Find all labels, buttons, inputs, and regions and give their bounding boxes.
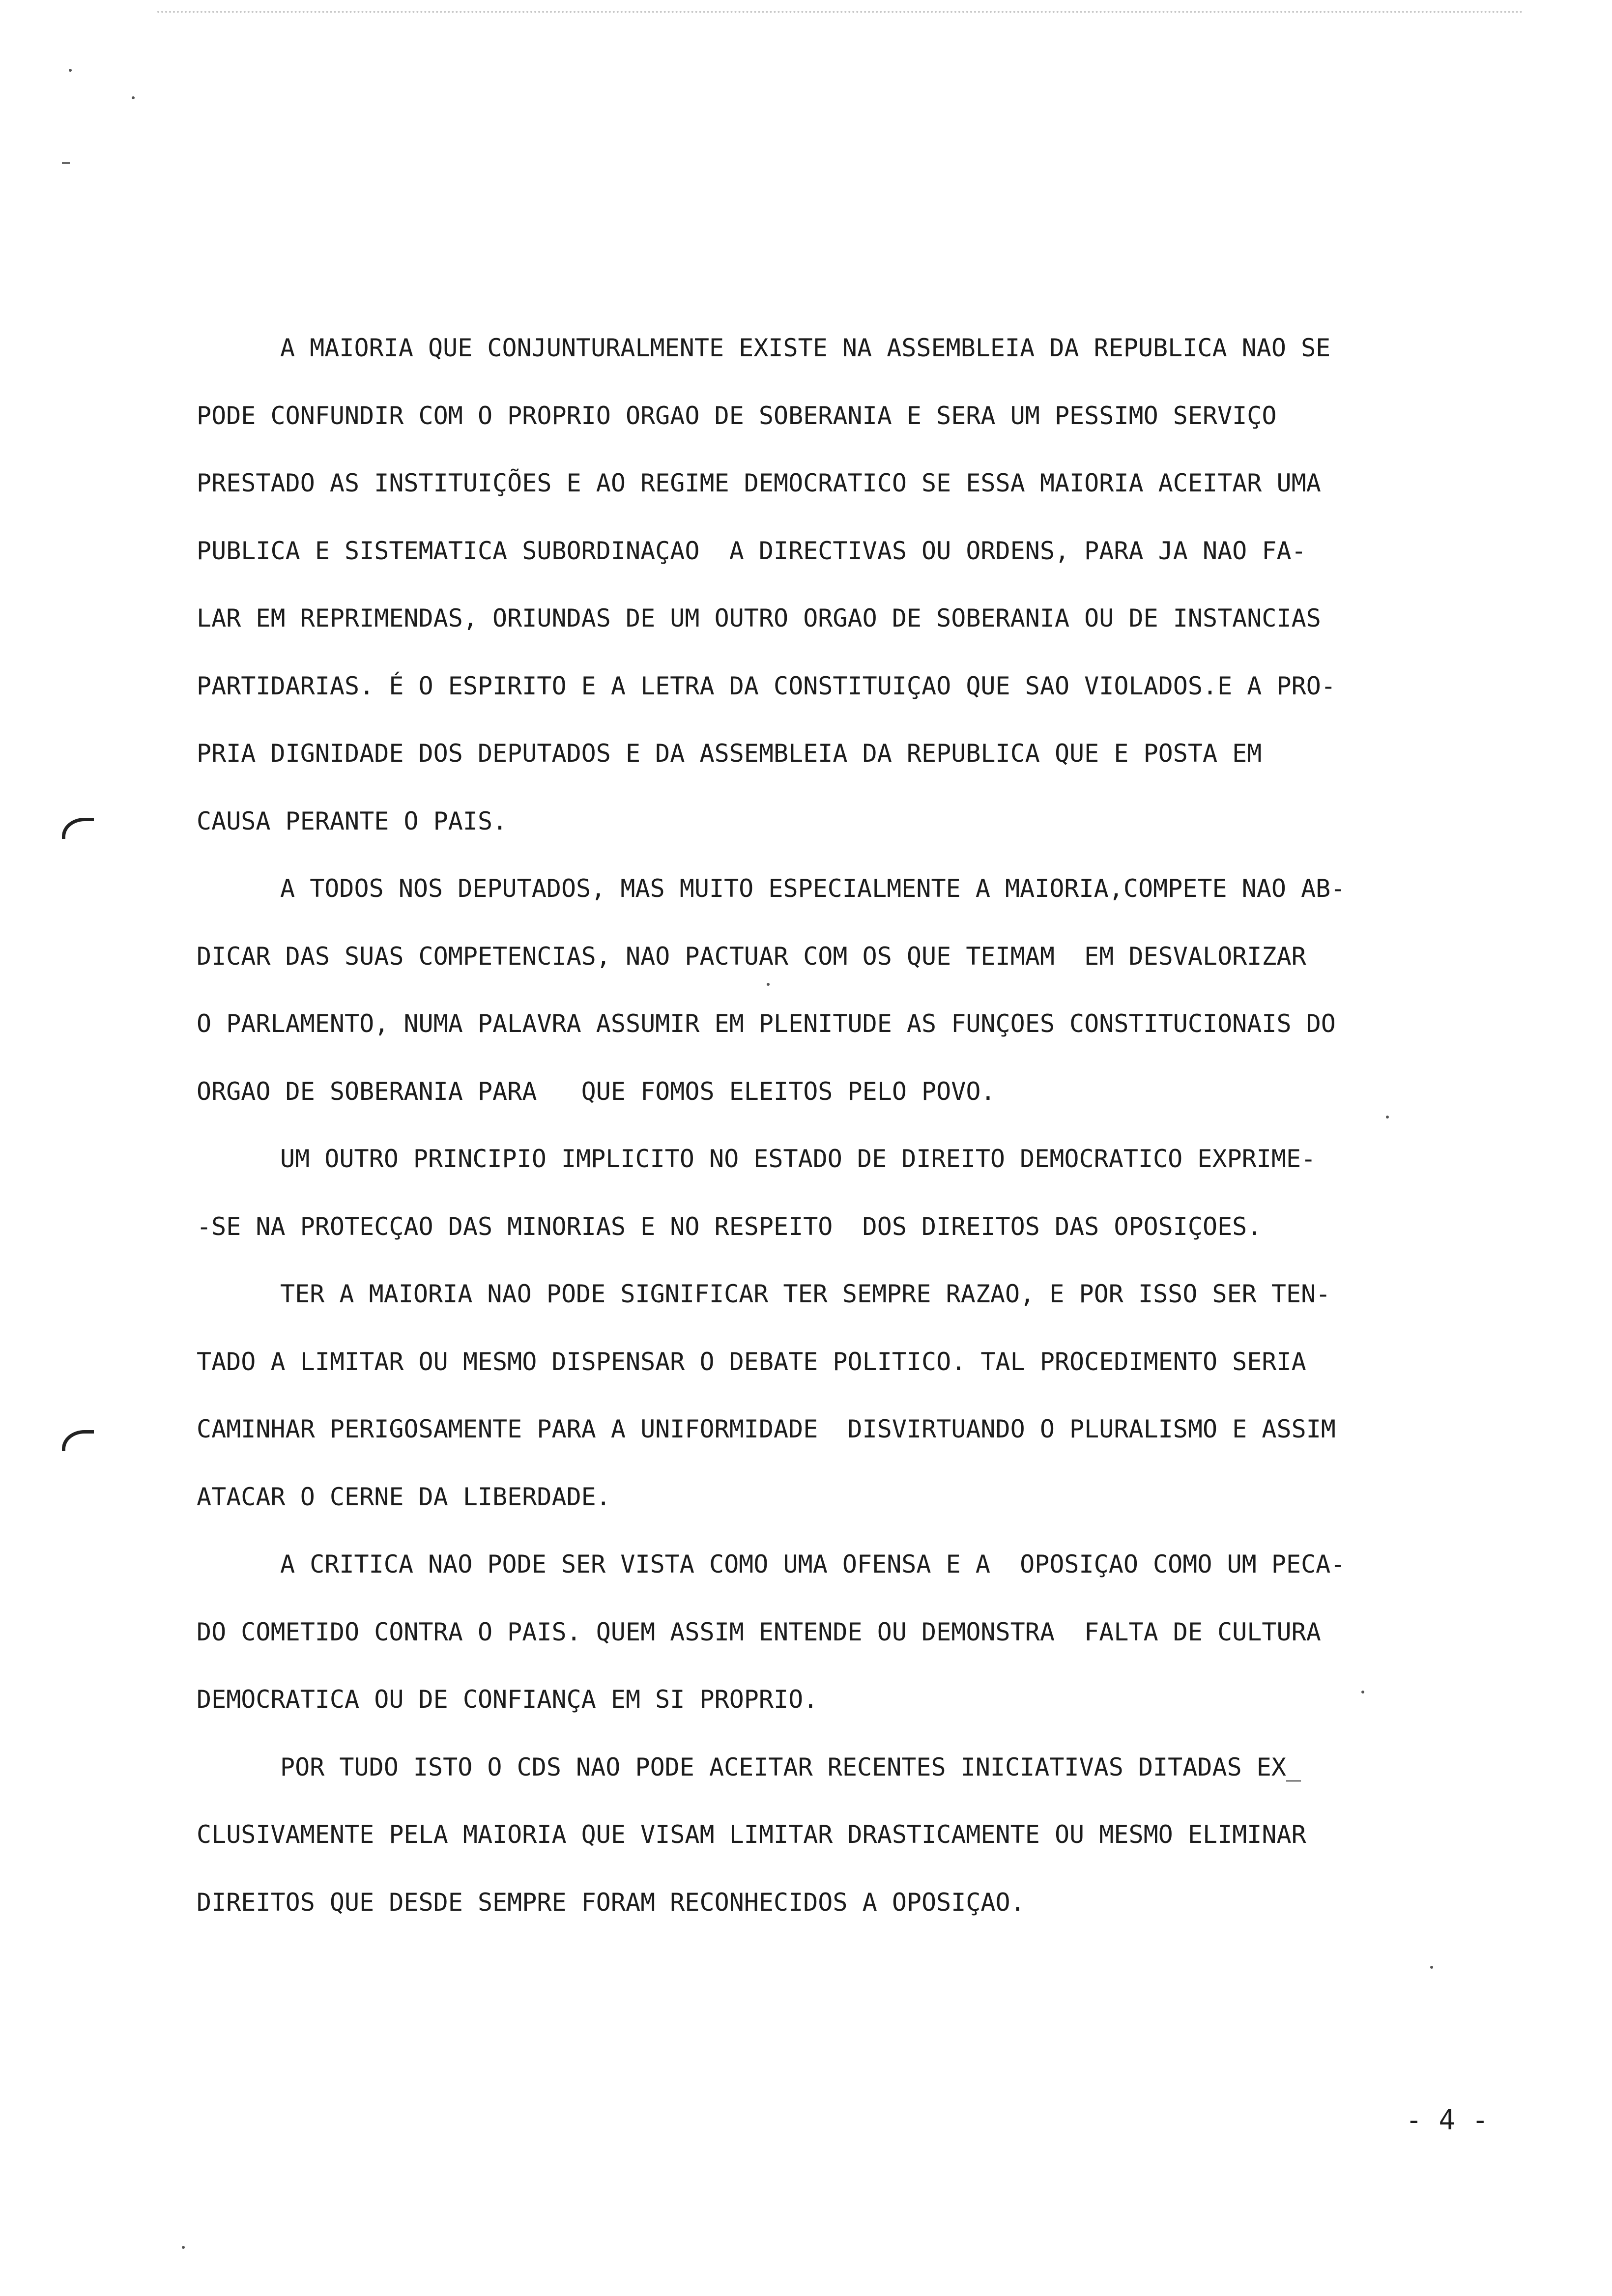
text-line: CAMINHAR PERIGOSAMENTE PARA A UNIFORMIDADE DISVIRTUANDO O PLURALISMO E ASSIM [197, 1415, 1336, 1443]
document-body [197, 315, 1509, 1936]
scan-top-edge [157, 11, 1524, 13]
scan-speck [69, 69, 72, 72]
paragraph [197, 1531, 1509, 1734]
text-line: A MAIORIA QUE CONJUNTURALMENTE EXISTE NA ASSEMBLEIA DA REPUBLICA NAO SE [280, 334, 1331, 362]
paragraph [197, 315, 1509, 855]
text-line: CLUSIVAMENTE PELA MAIORIA QUE VISAM LIMITAR DRASTICAMENTE OU MESMO ELIMINAR [197, 1820, 1306, 1849]
text-line: CAUSA PERANTE O PAIS. [197, 806, 508, 835]
text-line: PUBLICA E SISTEMATICA SUBORDINAÇAO A DIRECTIVAS OU ORDENS, PARA JA NAO FA- [197, 536, 1306, 565]
text-line: PARTIDARIAS. É O ESPIRITO E A LETRA DA CONSTITUIÇAO QUE SAO VIOLADOS.E A PRO- [197, 671, 1336, 700]
text-line: DO COMETIDO CONTRA O PAIS. QUEM ASSIM ENTENDE OU DEMONSTRA FALTA DE CULTURA [197, 1617, 1321, 1646]
text-line: ATACAR O CERNE DA LIBERDADE. [197, 1482, 611, 1511]
margin-bracket-mark [62, 818, 94, 839]
paragraph [197, 1125, 1509, 1261]
scan-speck [182, 2246, 185, 2249]
scan-speck [132, 96, 135, 99]
text-line: A TODOS NOS DEPUTADOS, MAS MUITO ESPECIALMENTE A MAIORIA,COMPETE NAO AB- [280, 874, 1346, 903]
text-line: TADO A LIMITAR OU MESMO DISPENSAR O DEBATE POLITICO. TAL PROCEDIMENTO SERIA [197, 1347, 1306, 1376]
text-line: ORGAO DE SOBERANIA PARA QUE FOMOS ELEITOS PELO POVO. [197, 1077, 996, 1106]
scan-mark [62, 162, 70, 164]
paragraph [197, 1261, 1509, 1531]
page-number: - 4 - [1406, 2104, 1489, 2136]
text-line: O PARLAMENTO, NUMA PALAVRA ASSUMIR EM PLENITUDE AS FUNÇOES CONSTITUCIONAIS DO [197, 1009, 1336, 1038]
paragraph [197, 855, 1509, 1125]
text-line: LAR EM REPRIMENDAS, ORIUNDAS DE UM OUTRO ORGAO DE SOBERANIA OU DE INSTANCIAS [197, 604, 1321, 632]
text-line: A CRITICA NAO PODE SER VISTA COMO UMA OFENSA E A OPOSIÇAO COMO UM PECA- [280, 1550, 1346, 1578]
text-line: DIREITOS QUE DESDE SEMPRE FORAM RECONHECIDOS A OPOSIÇAO. [197, 1888, 1025, 1917]
text-line: UM OUTRO PRINCIPIO IMPLICITO NO ESTADO DE DIREITO DEMOCRATICO EXPRIME- [280, 1145, 1316, 1173]
text-line: -SE NA PROTECÇAO DAS MINORIAS E NO RESPEITO DOS DIREITOS DAS OPOSIÇOES. [197, 1212, 1262, 1241]
paragraph [197, 1734, 1509, 1937]
text-line: POR TUDO ISTO O CDS NAO PODE ACEITAR RECENTES INICIATIVAS DITADAS EX_ [280, 1752, 1301, 1781]
text-line: PRESTADO AS INSTITUIÇÕES E AO REGIME DEMOCRATICO SE ESSA MAIORIA ACEITAR UMA [197, 469, 1321, 497]
margin-bracket-mark [62, 1430, 94, 1451]
text-line: TER A MAIORIA NAO PODE SIGNIFICAR TER SEMPRE RAZAO, E POR ISSO SER TEN- [280, 1280, 1331, 1308]
scan-speck [1430, 1966, 1433, 1969]
text-line: DEMOCRATICA OU DE CONFIANÇA EM SI PROPRIO. [197, 1685, 818, 1714]
text-line: DICAR DAS SUAS COMPETENCIAS, NAO PACTUAR COM OS QUE TEIMAM EM DESVALORIZAR [197, 942, 1306, 971]
text-line: PRIA DIGNIDADE DOS DEPUTADOS E DA ASSEMBLEIA DA REPUBLICA QUE E POSTA EM [197, 739, 1262, 768]
text-line: PODE CONFUNDIR COM O PROPRIO ORGAO DE SOBERANIA E SERA UM PESSIMO SERVIÇO [197, 401, 1277, 430]
